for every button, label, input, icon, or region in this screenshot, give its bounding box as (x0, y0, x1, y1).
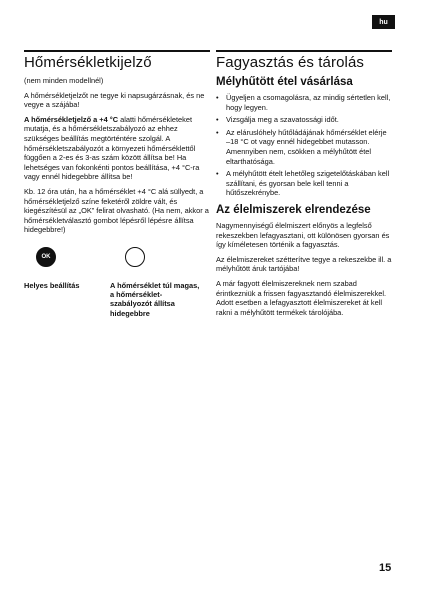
buying-tips-list (216, 93, 392, 198)
language-badge: hu (372, 15, 395, 29)
list-item: • A mélyhűtött ételt lehetőleg szigetelőtáskában kell szállítani, és gyorsan bele kell tenni a hűtőszekrénybe. (216, 169, 392, 198)
list-item: • Ügyeljen a csomagolásra, az mindig sértetlen kell, hogy legyen. (216, 93, 392, 112)
page-number: 15 (379, 562, 392, 574)
warning-paragraph: A hőmérsékletjelzőt ne tegye ki napsugárzásnak, és ne vegye a szájába! (24, 90, 205, 110)
blank-indicator-icon (125, 247, 145, 267)
ok-paragraph: Kb. 12 óra után, ha a hőmérséklet +4 °C alá süllyedt, a hőmérsékletjelző színe feketéről zöldre vált, és kiegészítésül az „OK” felirat olvasható. (Ha nem, akkor a hőmérsékletválasztó gombot lépésről lépésre állítsa hidegebbre!) (24, 186, 209, 235)
title-rule-left (24, 50, 210, 52)
indicator-text: alatti hőmérsékleteket mutatja, és a hőmérsékletszabályozó az ehhez szükséges beállítás megtörténtére szolgál. A hőmérsékletszabályozót a környezeti hőmérséklettől függően a 2-es és 3-as szám között állítsa be! Ha lehetséges van fokonkénti pontos beállítása, +4 °C-ra vagy ennél hidegebbre állítsa be! (24, 114, 200, 182)
ok-indicator-icon (36, 247, 56, 267)
subtitle-arrangement: Az élelmiszerek elrendezése (216, 203, 371, 216)
freezing-section (216, 50, 392, 322)
ok-indicator-label: OK (41, 253, 51, 260)
section-title-thermometer: Hőmérsékletkijelző (24, 54, 152, 71)
indicator-lead: A hőmérsékletjelző a +4 °C (24, 114, 119, 124)
arrangement-paragraph-2: Az élelmiszereket szétterítve tegye a rekeszekbe ill. a mélyhűtött áruk tartójába! (216, 254, 392, 274)
list-item: • Az eláruslóhely hűtőládájának hőmérséklet elérje –18 °C ot vagy ennél hidegebbet mutasson. Amennyiben nem, csökken a mélyhűtött étel eltarthatósága. (216, 128, 392, 166)
model-note: (nem minden modellnél) (24, 76, 104, 85)
indicator-illustrations (24, 247, 210, 318)
arrangement-paragraph-1: Nagymennyiségű élelmiszert előnyös a legfelső rekeszekben lefagyasztani, ott különösen gyorsan és így kíméletesen történik a fagyasztás. (216, 220, 390, 250)
caption-correct-setting: Helyes beállítás (24, 280, 80, 290)
subtitle-buying: Mélyhűtött étel vásárlása (216, 76, 353, 88)
indicator-paragraph (24, 115, 210, 182)
arrangement-paragraph-3: A már fagyott élelmiszereknek nem szabad érintkezniük a frissen fagyasztandó élelmiszerekkel. Adott esetben a lefagyasztott élelmiszereket át kell rakni a mélyhűtött termékek tárolójába. (216, 278, 387, 317)
list-item: • Vizsgálja meg a szavatossági időt. (216, 115, 392, 125)
title-rule-right (216, 50, 392, 52)
thermometer-section (24, 50, 210, 318)
section-title-freezing: Fagyasztás és tárolás (216, 54, 364, 71)
caption-too-warm: A hőmérséklet túl magas, a hőmérséklet-szabályozót állítsa hidegebbre (110, 280, 200, 318)
